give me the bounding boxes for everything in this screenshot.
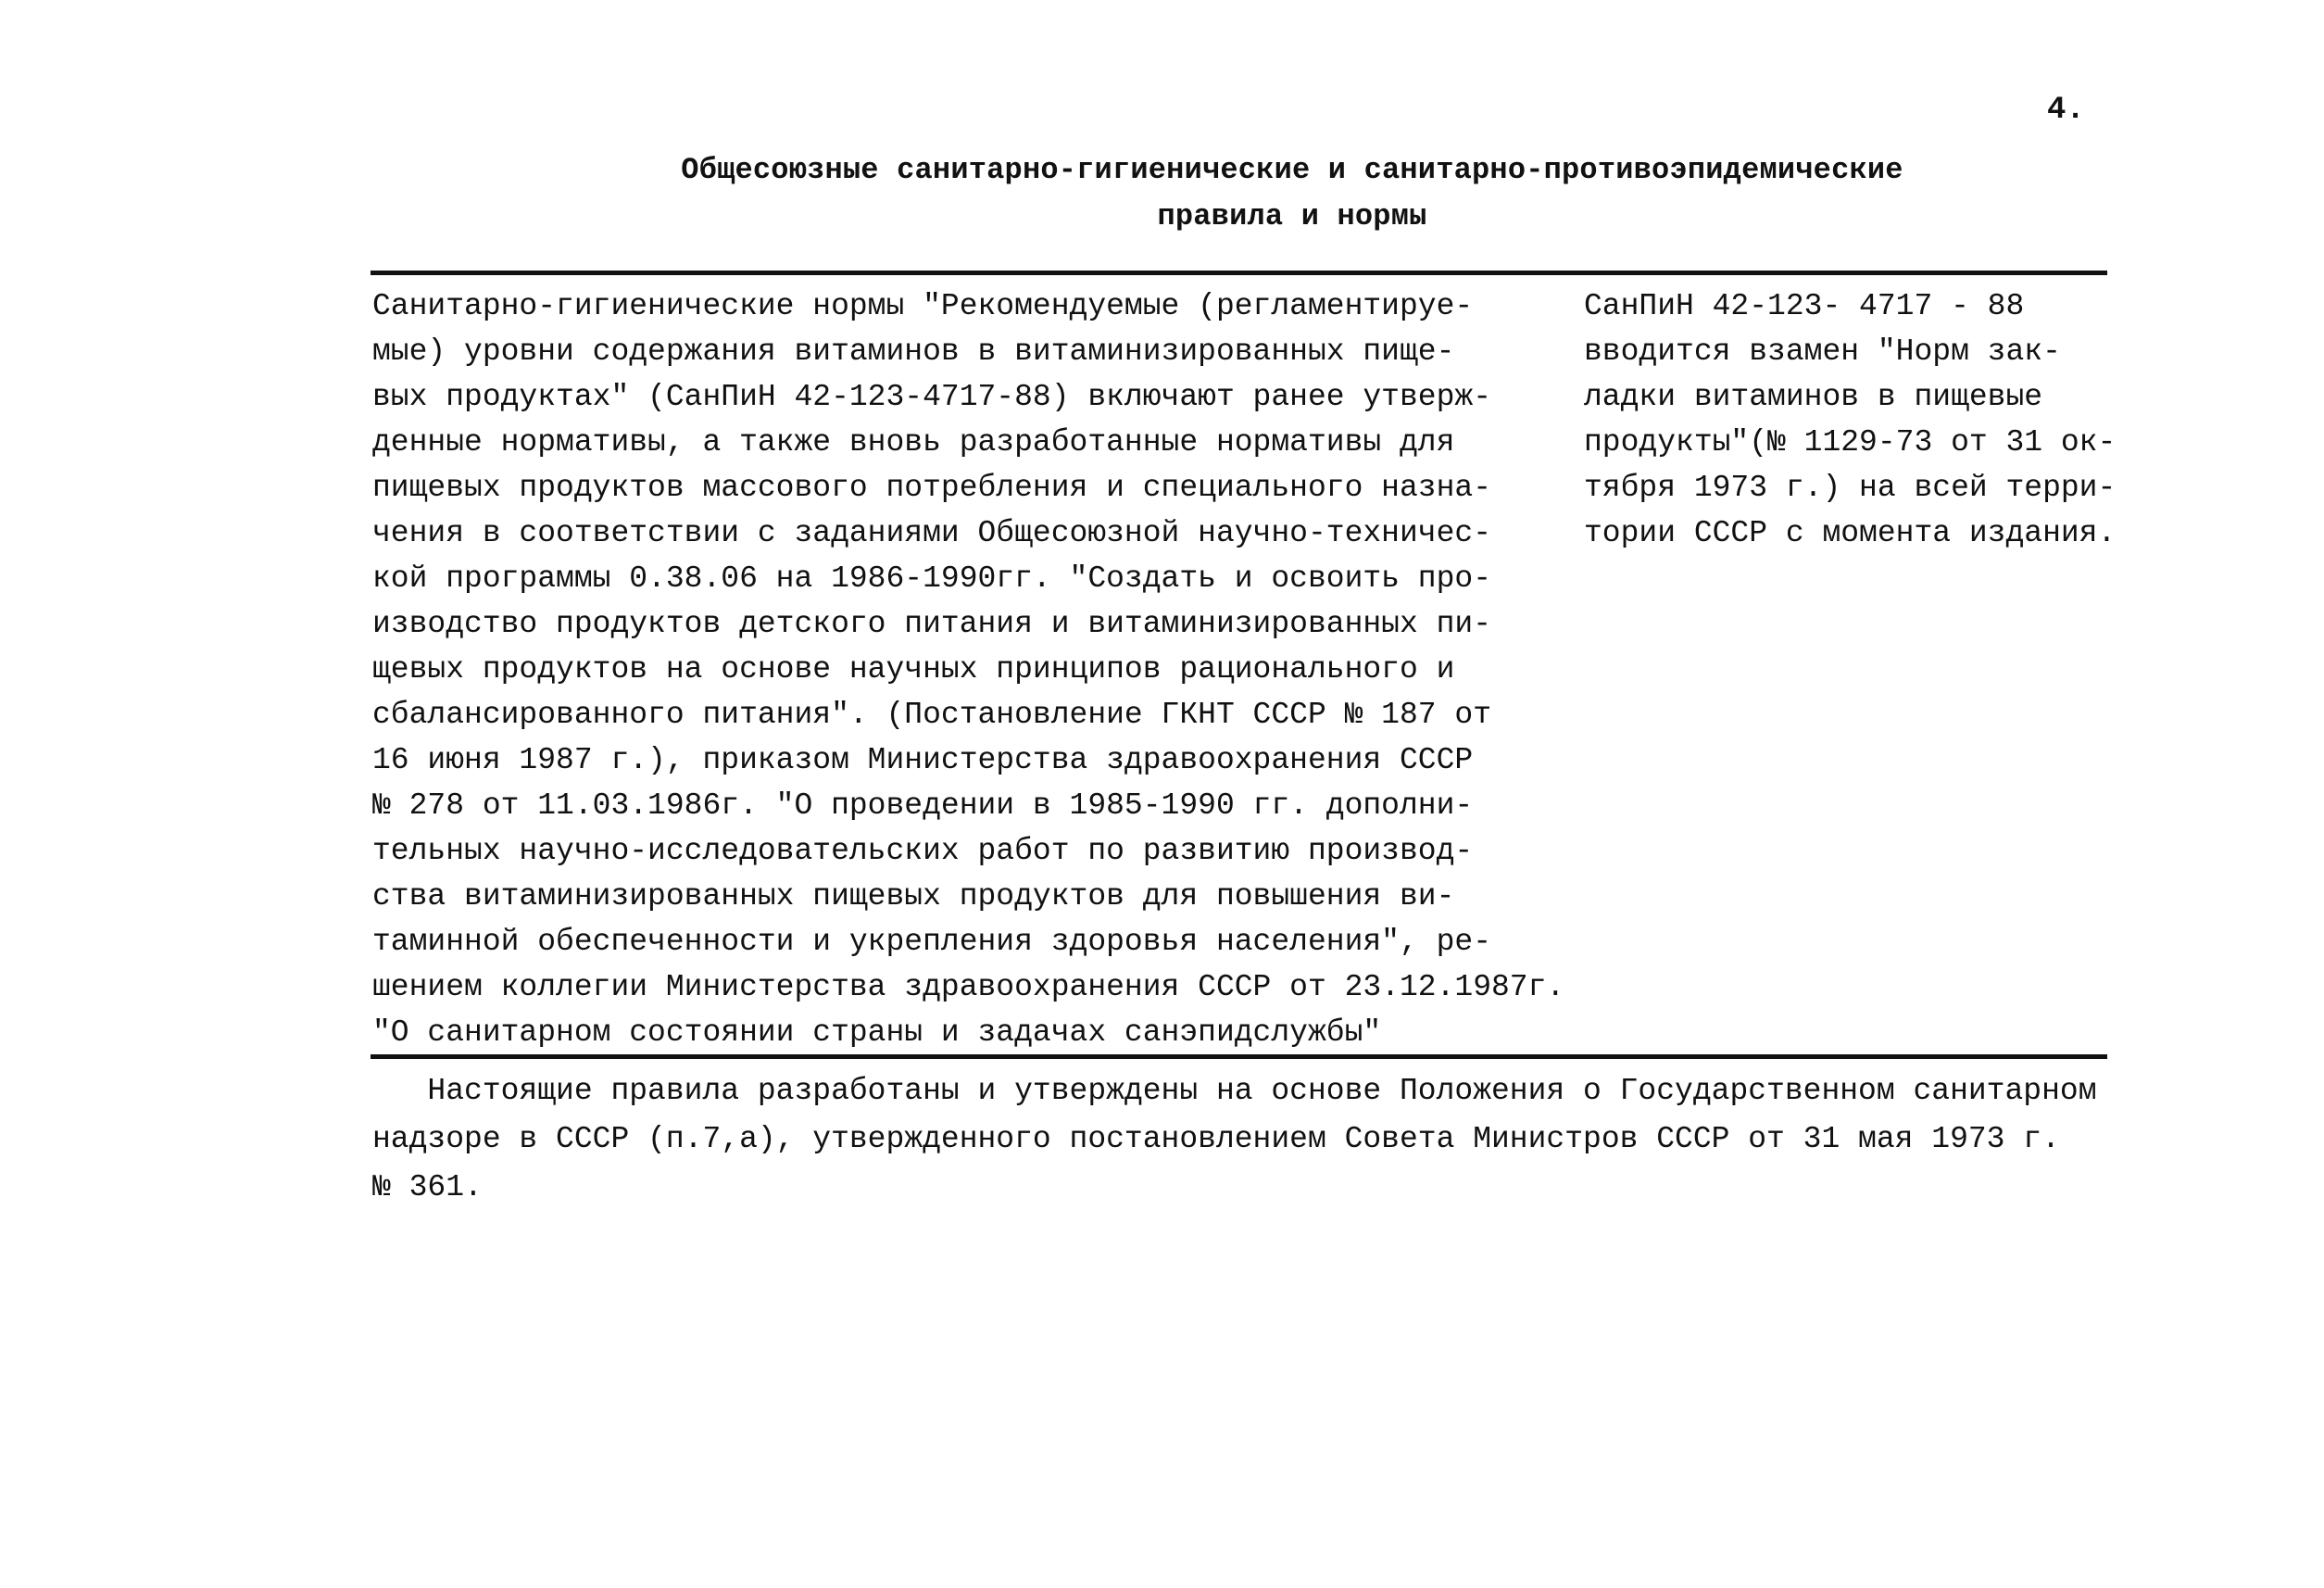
document-heading-line-1: Общесоюзные санитарно-гигиенические и санитарно-противоэпидемические bbox=[681, 153, 1903, 187]
page-number: 4. bbox=[2047, 93, 2085, 128]
right-text-line: тории СССР с момента издания. bbox=[1584, 516, 2117, 550]
top-divider bbox=[371, 271, 2107, 275]
document-heading-line-2: правила и нормы bbox=[1157, 199, 1427, 233]
left-text-line: вых продуктах" (СанПиН 42-123-4717-88) включают ранее утверж- bbox=[372, 380, 1491, 414]
left-text-line: щевых продуктов на основе научных принципов рационального и bbox=[372, 652, 1455, 687]
bottom-divider bbox=[371, 1054, 2107, 1059]
left-text-line: таминной обеспеченности и укрепления здоровья населения", ре- bbox=[372, 925, 1491, 959]
right-text-line: ладки витаминов в пищевые bbox=[1584, 380, 2043, 414]
left-text-line: мые) уровни содержания витаминов в витаминизированных пище- bbox=[372, 334, 1455, 369]
left-text-line: кой программы 0.38.06 на 1986-1990гг. "Создать и освоить про- bbox=[372, 561, 1491, 596]
left-text-line: "О санитарном состоянии страны и задачах санэпидслужбы" bbox=[372, 1015, 1382, 1050]
footer-paragraph bbox=[372, 1067, 2132, 1212]
right-text-line: продукты"(№ 1129-73 от 31 ок- bbox=[1584, 425, 2117, 460]
right-text-line: СанПиН 42-123- 4717 - 88 bbox=[1584, 289, 2025, 323]
right-column-text bbox=[1584, 284, 2140, 556]
left-text-line: № 278 от 11.03.1986г. "О проведении в 1985-1990 гг. дополни- bbox=[372, 788, 1474, 823]
left-text-line: изводство продуктов детского питания и витаминизированных пи- bbox=[372, 607, 1491, 641]
footer-text-line: надзоре в СССР (п.7,а), утвержденного постановлением Совета Министров СССР от 31 мая 1973 г. bbox=[372, 1122, 2060, 1156]
footer-text-line: Настоящие правила разработаны и утверждены на основе Положения о Государственном санитарном bbox=[372, 1074, 2097, 1108]
left-text-line: тельных научно-исследовательских работ по развитию производ- bbox=[372, 834, 1474, 868]
left-text-line: шением коллегии Министерства здравоохранения СССР от 23.12.1987г. bbox=[372, 970, 1565, 1004]
left-text-line: ства витаминизированных пищевых продуктов для повышения ви- bbox=[372, 879, 1455, 914]
footer-text-line: № 361. bbox=[372, 1170, 483, 1204]
left-column-text bbox=[372, 284, 1604, 1055]
left-text-line: чения в соответствии с заданиями Общесоюзной научно-техничес- bbox=[372, 516, 1491, 550]
right-text-line: тября 1973 г.) на всей терри- bbox=[1584, 471, 2117, 505]
left-text-line: сбалансированного питания". (Постановление ГКНТ СССР № 187 от bbox=[372, 698, 1491, 732]
left-text-line: 16 июня 1987 г.), приказом Министерства здравоохранения СССР bbox=[372, 743, 1474, 777]
left-text-line: Санитарно-гигиенические нормы "Рекомендуемые (регламентируе- bbox=[372, 289, 1474, 323]
right-text-line: вводится взамен "Норм зак- bbox=[1584, 334, 2061, 369]
left-text-line: денные нормативы, а также вновь разработанные нормативы для bbox=[372, 425, 1455, 460]
left-text-line: пищевых продуктов массового потребления и специального назна- bbox=[372, 471, 1491, 505]
